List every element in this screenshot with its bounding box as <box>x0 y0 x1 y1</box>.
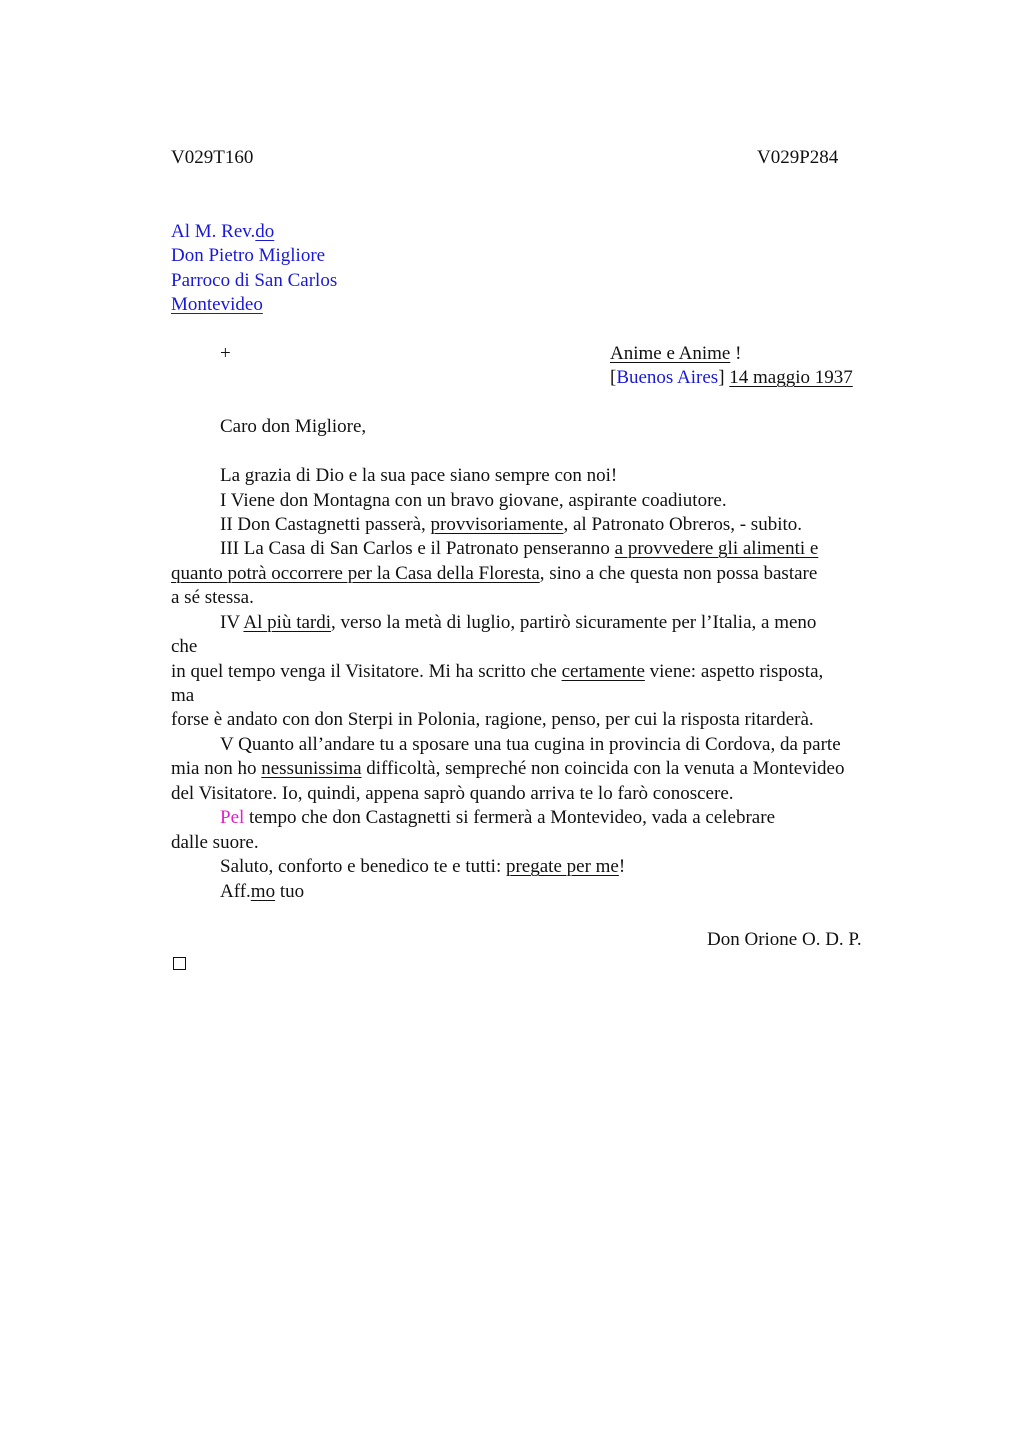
paragraph-7 <box>220 855 625 879</box>
paragraph-6-highlighted-word: Pel <box>220 807 245 828</box>
paragraph-2-underlined: provvisoriamente <box>430 514 564 535</box>
dateline-place: Buenos Aires <box>616 367 719 388</box>
paragraph-4-line-4: ma <box>171 685 195 706</box>
address-line-1 <box>171 220 274 244</box>
salutation: Caro don Migliore, <box>220 416 367 437</box>
paragraph-5-line-3: del Visitatore. Io, quindi, appena saprò quando arriva te lo farò conoscere. <box>171 783 734 804</box>
paragraph-4-line-2: che <box>171 636 198 657</box>
signature: Don Orione O. D. P. <box>707 929 862 950</box>
paragraph-5-text-b: mia non ho <box>171 758 262 779</box>
checkbox-square-icon <box>173 957 186 970</box>
dateline-open: [ <box>610 367 617 388</box>
motto-rest: ! <box>730 343 742 364</box>
paragraph-4-line-5: forse è andato con don Sterpi in Polonia, ragione, penso, per cui la risposta ritarderà. <box>171 709 814 730</box>
paragraph-4-underlined-2: certamente <box>561 661 645 682</box>
motto <box>610 342 741 366</box>
paragraph-3-line-2 <box>171 562 817 586</box>
paragraph-2-text-a: II Don Castagnetti passerà, <box>220 514 431 535</box>
address-city: Montevideo <box>171 294 263 315</box>
address-line-3: Parroco di San Carlos <box>171 270 338 291</box>
paragraph-4-text-d: in quel tempo venga il Visitatore. Mi ha scritto che <box>171 661 562 682</box>
paragraph-4-line-1 <box>220 611 816 635</box>
paragraph-5-line-1: V Quanto all’andare tu a sposare una tua cugina in provincia di Cordova, da parte <box>220 734 841 755</box>
paragraph-2 <box>220 513 802 537</box>
paragraph-5-underlined: nessunissima <box>261 758 362 779</box>
paragraph-7-underlined: pregate per me <box>505 856 619 877</box>
closing-text-b: tuo <box>275 881 305 902</box>
dateline <box>610 366 853 390</box>
address-line-1-superscript: do <box>255 221 275 242</box>
closing-underlined: mo <box>250 881 276 902</box>
address-line-4 <box>171 293 263 317</box>
paragraph-3-text-a: III La Casa di San Carlos e il Patronato penseranno <box>220 538 615 559</box>
closing-text-a: Aff. <box>220 881 251 902</box>
cross-symbol: + <box>220 343 231 364</box>
header-left-code: V029T160 <box>171 147 254 168</box>
paragraph-6-text-a: tempo che don Castagnetti si fermerà a Montevideo, vada a celebrare <box>244 807 776 828</box>
paragraph-3-line-1 <box>220 537 818 561</box>
dateline-close: ] <box>718 367 730 388</box>
paragraph-6-line-2: dalle suore. <box>171 832 259 853</box>
paragraph-greeting: La grazia di Dio e la sua pace siano sempre con noi! <box>220 465 618 486</box>
address-line-1-text: Al M. Rev. <box>171 221 256 242</box>
paragraph-1: I Viene don Montagna con un bravo giovane, aspirante coadiutore. <box>220 490 727 511</box>
paragraph-4-text-e: viene: aspetto risposta, <box>644 661 824 682</box>
address-line-2: Don Pietro Migliore <box>171 245 326 266</box>
header-right-code: V029P284 <box>757 147 839 168</box>
motto-underlined: Anime e Anime <box>610 343 731 364</box>
paragraph-3-underlined-2: quanto potrà occorrere per la Casa della Floresta <box>171 563 540 584</box>
paragraph-3-line-3: a sé stessa. <box>171 587 254 608</box>
paragraph-4-text-b: , verso la metà di luglio, partirò sicuramente per l’Italia, a meno <box>331 612 817 633</box>
paragraph-4-line-3 <box>171 660 823 684</box>
paragraph-5-line-2 <box>171 757 844 781</box>
paragraph-4-text-a: IV <box>220 612 244 633</box>
paragraph-7-text-a: Saluto, conforto e benedico te e tutti: <box>220 856 506 877</box>
closing <box>220 880 304 904</box>
paragraph-3-text-b: , sino a che questa non possa bastare <box>539 563 818 584</box>
paragraph-5-text-c: difficoltà, sempreché non coincida con la venuta a Montevideo <box>361 758 845 779</box>
paragraph-4-underlined: Al più tardi <box>243 612 332 633</box>
paragraph-7-text-b: ! <box>618 856 626 877</box>
paragraph-3-underlined-1: a provvedere gli alimenti e <box>614 538 819 559</box>
dateline-date: 14 maggio 1937 <box>729 367 853 388</box>
paragraph-2-text-b: , al Patronato Obreros, - subito. <box>563 514 803 535</box>
paragraph-6-line-1 <box>220 806 775 830</box>
